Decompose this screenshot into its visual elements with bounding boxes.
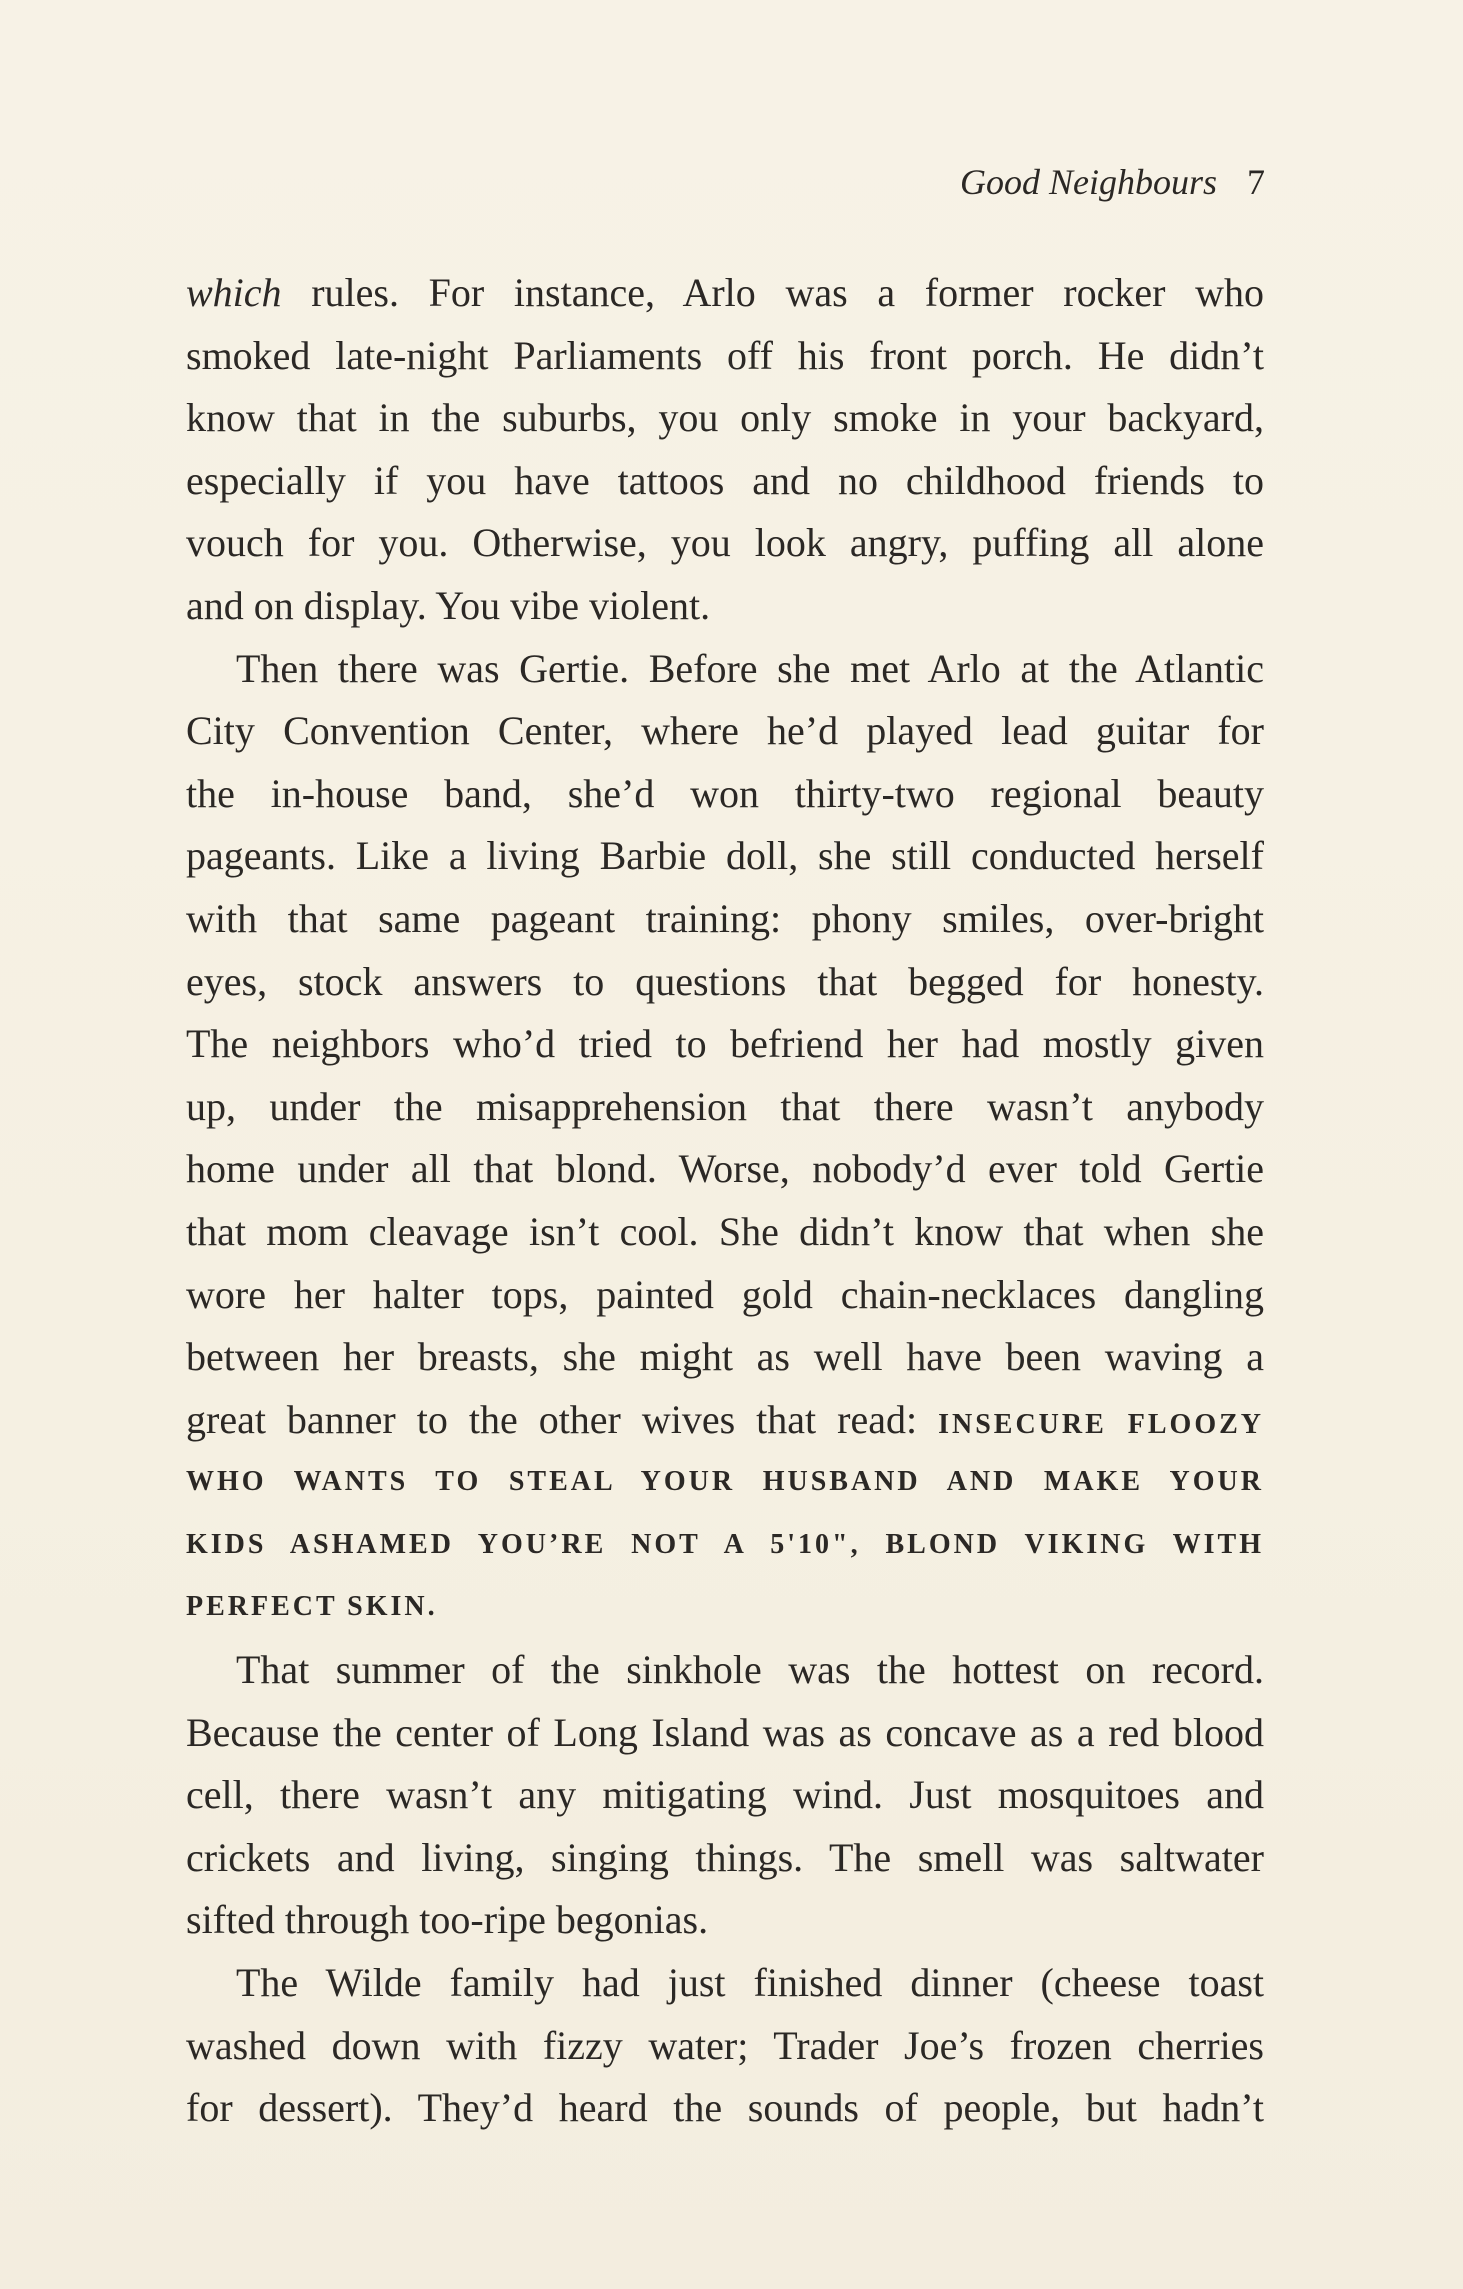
page-number: 7 [1247,162,1265,202]
running-head-title: Good Neighbours [959,162,1217,202]
line-text: great banner to the other wives that read: [186,1396,939,1442]
text-line: Because the center of Long Island was as concave as a red blood [186,1709,1264,1755]
text-line: smoked late-night Parliaments off his front porch. He didn’t [186,332,1264,378]
text-line: wore her halter tops, painted gold chain-necklaces dangling [186,1271,1264,1317]
text-line [186,262,1264,325]
text-line: The neighbors who’d tried to befriend her had mostly given [186,1021,1264,1067]
line-text: rules. For instance, Arlo was a former rocker who [281,270,1264,315]
text-line: sifted through too-ripe begonias. [186,1897,709,1943]
text-line: Then there was Gertie. Before she met Arlo at the Atlantic [236,645,1264,691]
small-caps-line: KIDS ASHAMED YOU’RE NOT A 5'10", BLOND VIKING WITH [186,1528,1264,1560]
text-line: crickets and living, singing things. The smell was saltwater [186,1834,1264,1880]
text-line: especially if you have tattoos and no childhood friends to [186,457,1264,503]
running-head [960,160,1265,204]
text-line: with that same pageant training: phony smiles, over-bright [186,895,1264,941]
text-line: that mom cleavage isn’t cool. She didn’t know that when she [186,1208,1264,1254]
text-line: pageants. Like a living Barbie doll, she still conducted herself [186,833,1264,879]
small-caps-text: INSECURE FLOOZY [938,1408,1264,1440]
small-caps-line: PERFECT SKIN. [186,1591,438,1623]
text-line: City Convention Center, where he’d played lead guitar for [186,708,1264,754]
text-line: between her breasts, she might as well have been waving a [186,1334,1264,1380]
body-text [186,262,1264,2140]
italic-word: which [186,270,282,315]
text-line: vouch for you. Otherwise, you look angry, puffing all alone [186,520,1264,566]
text-line: The Wilde family had just finished dinner (cheese toast [236,1960,1264,2006]
text-line: and on display. You vibe violent. [186,582,711,628]
text-line: home under all that blond. Worse, nobody’d ever told Gertie [186,1146,1264,1192]
text-line: know that in the suburbs, you only smoke in your backyard, [186,395,1264,441]
text-line: That summer of the sinkhole was the hottest on record. [236,1647,1264,1693]
text-line: for dessert). They’d heard the sounds of people, but hadn’t [186,2085,1264,2131]
text-line: the in-house band, she’d won thirty-two regional beauty [186,770,1264,816]
text-line: cell, there wasn’t any mitigating wind. Just mosquitoes and [186,1772,1264,1818]
text-line: up, under the misapprehension that there wasn’t anybody [186,1083,1264,1129]
text-line: eyes, stock answers to questions that begged for honesty. [186,958,1264,1004]
small-caps-line: WHO WANTS TO STEAL YOUR HUSBAND AND MAKE YOUR [186,1466,1264,1498]
text-line [186,1389,1264,1452]
text-line: washed down with fizzy water; Trader Joe’s frozen cherries [186,2022,1264,2068]
